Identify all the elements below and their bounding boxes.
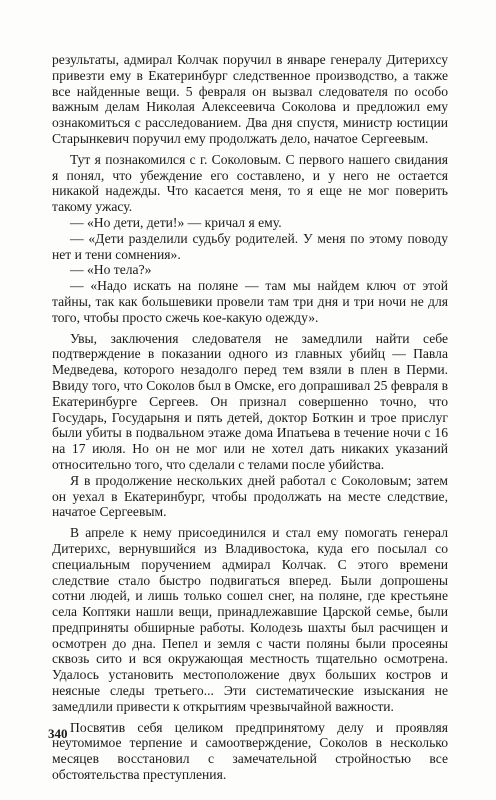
paragraph-5: — «Но тела?» [70,262,152,278]
body-text [52,52,448,783]
paragraph-3: — «Но дети, дети!» — кричал я ему. [70,214,282,230]
paragraph-4: — «Дети разделили судьбу родителей. У меня по этому поводу нет и тени сомнения». [52,230,448,262]
paragraph-8: Я в продолжение нескольких дней работал с Соколовым; затем он уехал в Екатеринбург, чтобы продолжать на месте следствие, начатое Сергеевым. [52,472,448,520]
paragraph-2: Тут я познакомился с г. Соколовым. С первого нашего свидания я понял, что убеждение его составлено, и у него не остается никакой надежды. Что касается меня, то я еще не мог поверить такому ужасу. [52,151,448,215]
paragraph-1: результаты, адмирал Колчак поручил в январе генералу Дитерихсу привезти ему в Екатеринбург следственное производство, а также все найденные вещи. 5 февраля он вызвал следователя по особо важным делам Николая Алексеевича Соколова и предложил ему ознакомиться с расследованием. Два дня спустя, министр юстиции Старынкевич поручил ему продолжать дело, начатое Сергеевым. [52,52,448,146]
paragraph-6: — «Надо искать на поляне — там мы найдем ключ от этой тайны, так как большевики провели там три дня и три ночи не для того, чтобы просто сжечь кое-какую одежду». [52,278,448,325]
paragraph-7: Увы, заключения следователя не замедлили найти себе подтверждение в показании одного из главных убийц — Павла Медведева, которого незадолго перед тем взяли в плен в Перми. Ввиду того, что Соколов был в Омске, его допрашивал 25 февраля в Екатеринбурге Сергеев. Он признал совершенно точно, что Государь, Государыня и пять детей, доктор Боткин и трое прислуг были убиты в подвальном этаже дома Ипатьева в течение ночи с 16 на 17 июля. Но он не мог или не хотел дать никаких указаний относительно того, что сделали с телами после убийства. [52,330,448,472]
paragraph-10: Посвятив себя целиком предпринятому делу и проявляя неутомимое терпение и самоотверждение, Соколов в несколько месяцев восстановил с замечательной стройностью все обстоятельства преступления. [52,719,448,783]
paragraph-9: В апреле к нему присоединился и стал ему помогать генерал Дитерихс, вернувшийся из Владивостока, куда его посылал со специальным поручением адмирал Колчак. С этого времени следствие стало быстро подвигаться вперед. Были допрошены сотни людей, и лишь только сошел снег, на поляне, где крестьяне села Коптяки нашли вещи, принадлежавшие Царской семье, были предприняты обширные работы. Колодезь шахты был расчищен и осмотрен до дна. Пепел и земля с части поляны были просеяны сквозь сито и вся окружающая местность тщательно осмотрена. Удалось установить местоположение двух больших костров и неясные следы третьего... Эти систематические изыскания не замедлили привести к открытиям чрезвычайной важности. [52,525,448,714]
page-number: 340 [48,726,68,741]
